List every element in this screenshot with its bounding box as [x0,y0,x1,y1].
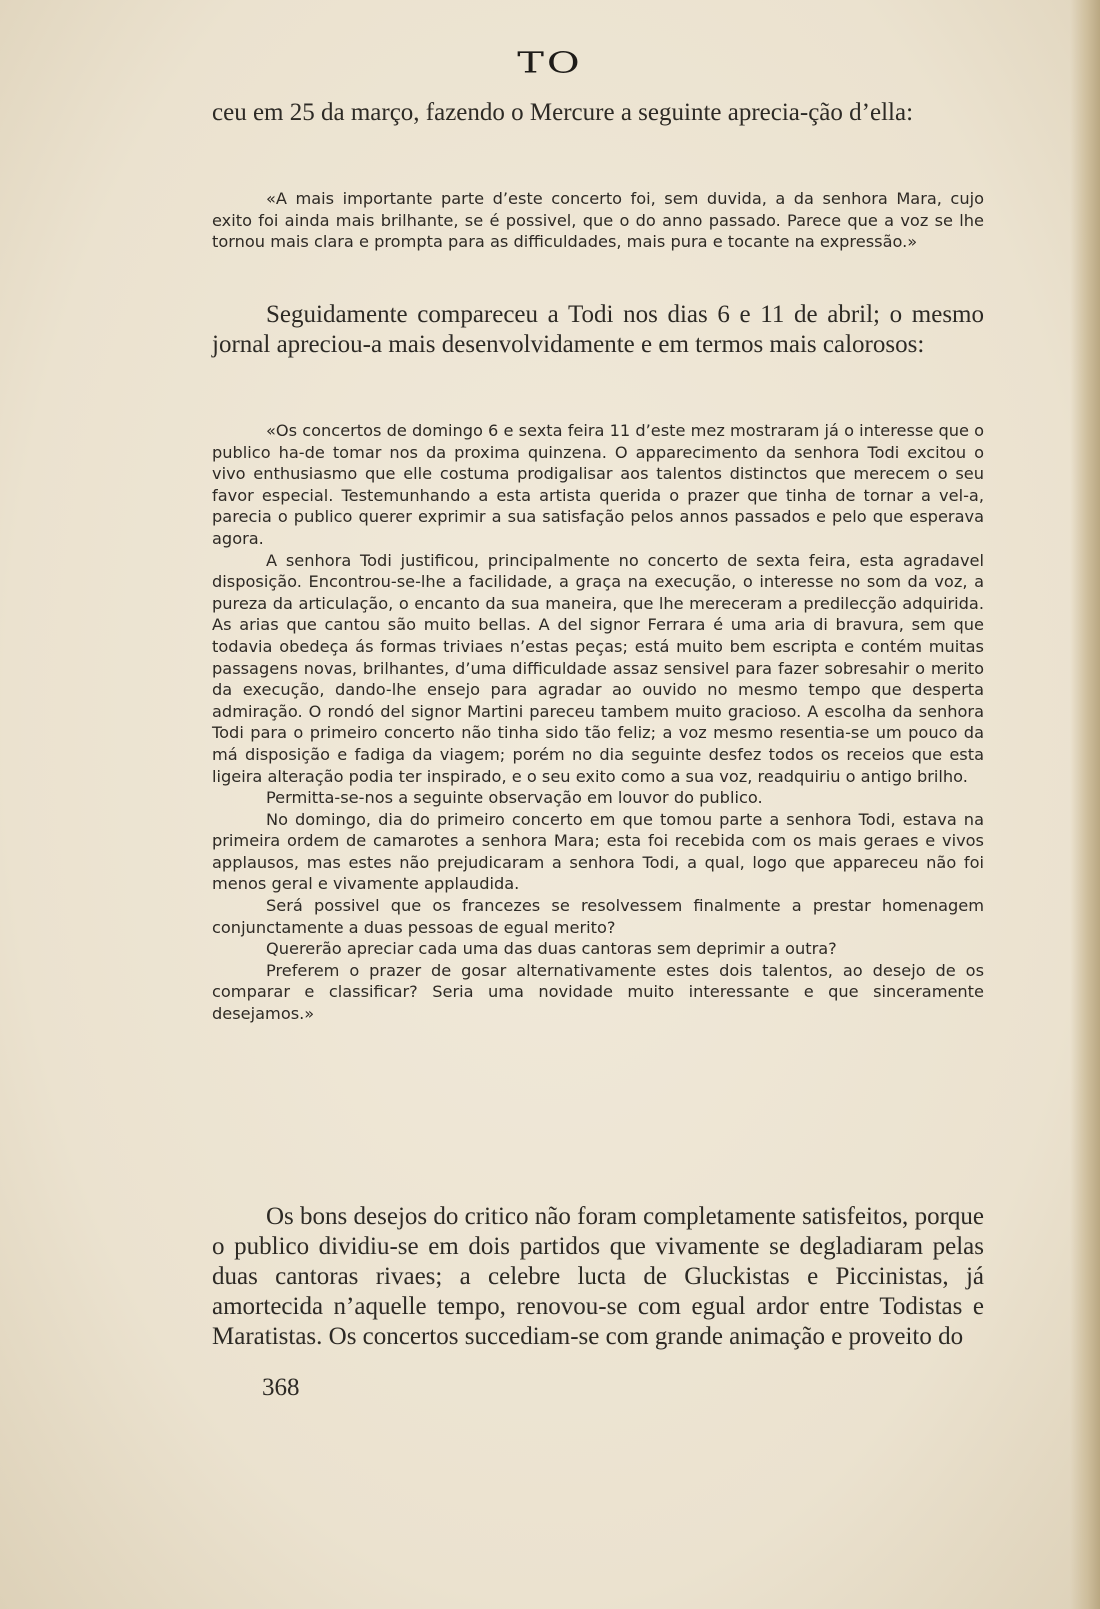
quote-text: «A mais importante parte d’este concerto foi, sem duvida, a da senhora Mara, cujo exito foi ainda mais brilhante, se é possivel, que o do anno passado. Parece que a voz se lhe tornou mais clara e prompta para as difficuldades, mais pura e tocante na expressão.» [212,189,984,252]
final-paragraph [212,1202,984,1352]
quote-paragraph: No domingo, dia do primeiro concerto em que tomou parte a senhora Todi, estava na primeira ordem de camarotes a senhora Mara; esta foi recebida com os mais geraes e vivos applausos, mas estes não prejudicaram a senhora Todi, a qual, logo que appareceu não foi menos geral e vivamente applaudida. [212,809,984,894]
quote-mercure-mara [212,188,984,253]
quote-paragraph: Permitta-se-nos a seguinte observação em louvor do publico. [266,788,763,808]
intro-text: ceu em 25 da março, fazendo o Mercure a seguinte aprecia-ção d’ella: [212,99,914,126]
quote-paragraph: Preferem o prazer de gosar alternativamente estes dois talentos, ao desejo de os comparar e classificar? Seria uma novidade muito interessante e que sinceramente desejamos.» [212,960,984,1024]
quote-paragraph: Quererão apreciar cada uma das duas cantoras sem deprimir a outra? [266,939,837,959]
quote-paragraph: Será possivel que os francezes se resolvessem finalmente a prestar homenagem conjunctamente a duas pessoas de egual merito? [212,896,984,937]
running-header: TO [517,46,583,80]
intro-paragraph [212,98,984,128]
page-edge [1070,0,1100,1609]
quote-paragraph: A senhora Todi justificou, principalmente no concerto de sexta feira, esta agradavel disposição. Encontrou-se-lhe a facilidade, a graça na execução, o interesse no som da voz, a pureza da articulação, o encanto da sua maneira, que lhe mereceram a predilecção adquirida. As arias que cantou são muito bellas. A del signor Ferrara é uma aria di bravura, sem que todavia obedeça ás formas triviaes n’estas peças; está muito bem escripta e contém muitas passagens novas, brilhantes, d’uma difficuldade assaz sensivel para fazer sobresahir o merito da execução, dando-lhe ensejo para agradar ao ouvido no mesmo tempo que desperta admiração. O rondó del signor Martini pareceu tambem muito gracioso. A escolha da senhora Todi para o primeiro concerto não tinha sido tão feliz; a voz mesmo resentia-se um pouco da má disposição e fadiga da viagem; porém no dia seguinte desfez todos os receios que esta ligeira alteração podia ter inspirado, e o seu exito como a sua voz, readquiriu o antigo brilho. [212,550,984,786]
quote-mercure-todi [212,420,984,1025]
page-number: 368 [262,1374,300,1401]
middle-paragraph [212,300,984,360]
final-text: Os bons desejos do critico não foram completamente satisfeitos, porque o publico dividiu-se em dois partidos que vivamente se degladiaram pelas duas cantoras rivaes; a celebre lucta de Gluckistas e Piccinistas, já amortecida n’aquelle tempo, renovou-se com egual ardor entre Todistas e Maratistas. Os concertos succediam-se com grande animação e proveito do [212,1203,984,1350]
middle-text: Seguidamente compareceu a Todi nos dias 6 e 11 de abril; o mesmo jornal apreciou-a mais desenvolvidamente e em termos mais calorosos: [212,301,984,358]
quote-paragraph: «Os concertos de domingo 6 e sexta feira 11 d’este mez mostraram já o interesse que o publico ha-de tomar nos da proxima quinzena. O apparecimento da senhora Todi excitou o vivo enthusiasmo que elle costuma prodigalisar aos talentos distinctos que merecem o seu favor especial. Testemunhando a esta artista querida o prazer que tinha de tornar a vel-a, parecia o publico querer exprimir a sua satisfação pelos annos passados e pelo que esperava agora. [212,421,984,548]
